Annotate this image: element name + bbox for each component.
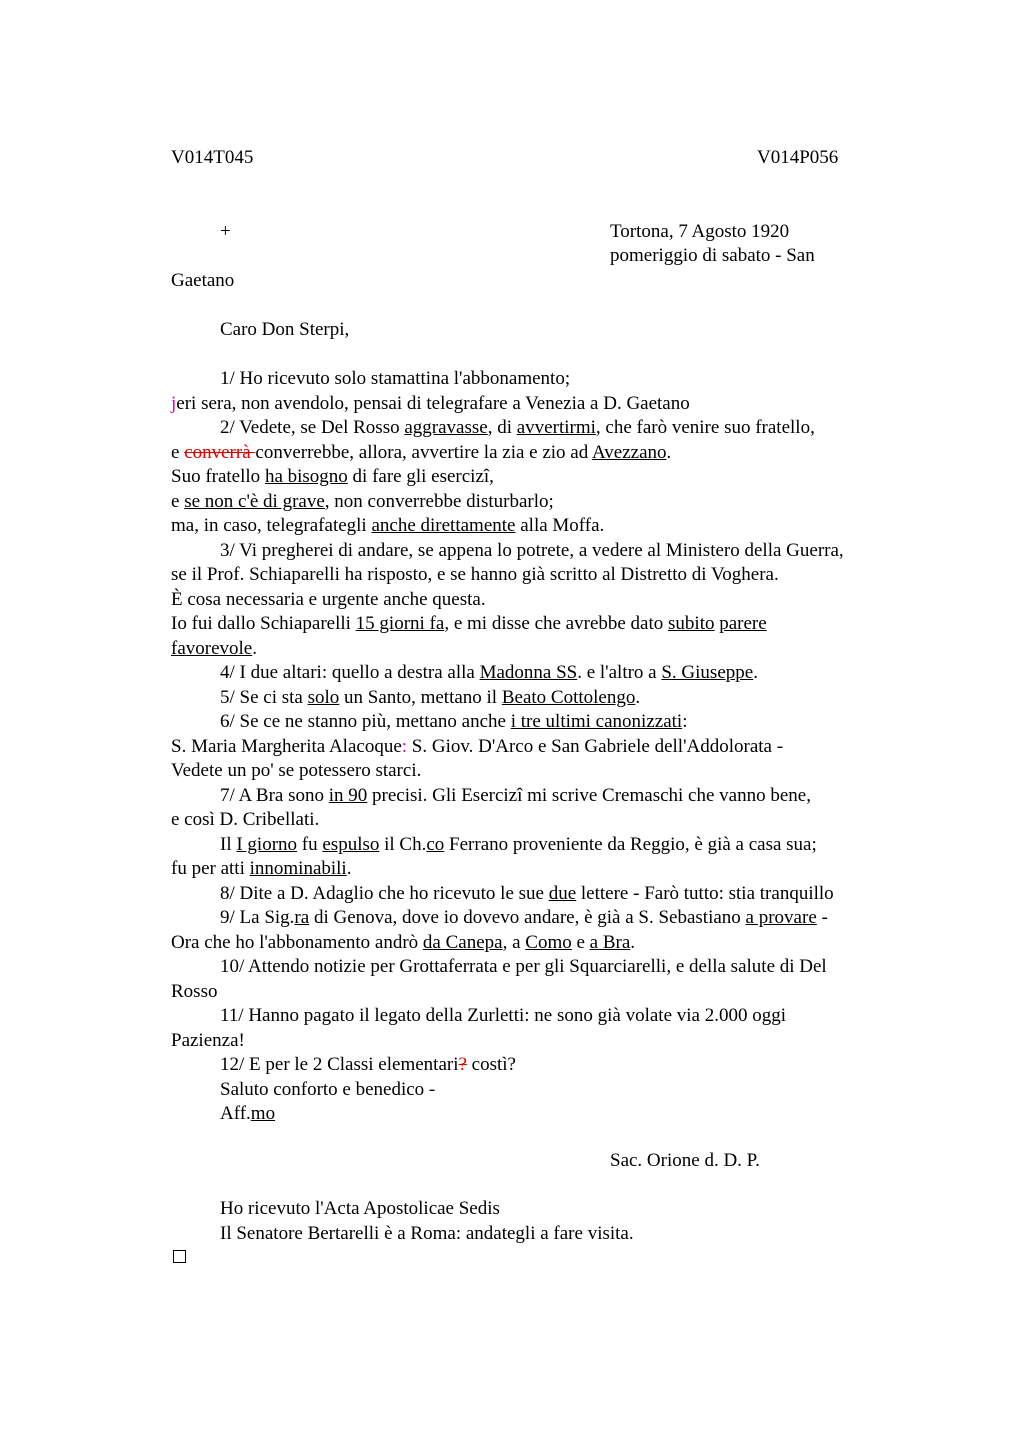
postscript-line: Ho ricevuto l'Acta Apostolicae Sedis	[220, 1198, 500, 1219]
underlined-text: i tre ultimi canonizzati	[510, 711, 683, 732]
text-run: 3/ Vi pregherei di andare, se appena lo potrete, a vedere al Ministero della Guerra,	[220, 539, 844, 561]
underlined-text: da Canepa	[422, 931, 503, 953]
body-line	[171, 808, 319, 832]
body-line	[171, 931, 635, 955]
place-date: Tortona, 7 Agosto 1920	[610, 221, 790, 242]
body-line	[220, 1053, 516, 1077]
underlined-text: a provare	[745, 907, 817, 928]
underlined-text: co	[426, 833, 445, 855]
body-line	[171, 514, 604, 538]
text-run: Ora che ho l'abbonamento andrò	[171, 931, 423, 953]
text-run: Suo fratello	[171, 466, 265, 487]
editorial-mark: j	[171, 392, 177, 414]
body-line	[220, 882, 834, 906]
body-line	[220, 686, 640, 710]
text-run: il Ch.	[379, 833, 427, 855]
text-run: Io fui dallo Schiaparelli	[171, 613, 356, 634]
struck-text: ?	[458, 1054, 467, 1075]
body-line	[220, 416, 815, 440]
body-line	[220, 1102, 275, 1126]
body-line	[220, 367, 570, 391]
text-run: fu	[297, 833, 323, 855]
body-line	[171, 441, 671, 465]
body-line	[220, 833, 817, 857]
body-line	[220, 710, 687, 734]
text-run: fu per atti	[171, 858, 250, 879]
body-line	[171, 392, 690, 416]
postscript-line: Il Senatore Bertarelli è a Roma: andategli a fare visita.	[220, 1223, 634, 1244]
text-run: di Genova, dove io dovevo andare, è già a S. Sebastiano	[309, 907, 746, 928]
body-line	[171, 465, 494, 489]
underlined-text: avvertirmi	[516, 417, 596, 438]
text-run: e	[571, 931, 590, 953]
body-line	[220, 784, 811, 808]
text-run: .	[753, 662, 758, 683]
text-run: 6/ Se ce ne stanno più, mettano anche	[220, 711, 511, 732]
text-run: , e mi disse che avrebbe dato	[444, 613, 669, 634]
text-run: ,	[489, 466, 494, 487]
text-run: un Santo, mettano il	[339, 686, 502, 708]
text-run: .	[666, 441, 672, 463]
underlined-text: due	[548, 882, 577, 904]
struck-text: converrà	[184, 441, 256, 463]
body-line	[171, 980, 217, 1004]
text-run: 5/ Se ci sta	[220, 686, 308, 708]
text-run: Aff.	[220, 1103, 251, 1124]
underlined-text: innominabili	[249, 858, 347, 879]
text-run: . e l'altro a	[577, 662, 662, 683]
underlined-text: anche direttamente	[371, 515, 516, 536]
cross-symbol: +	[220, 221, 231, 242]
body-line	[171, 857, 351, 881]
text-run: .	[635, 686, 641, 708]
text-run: 8/ Dite a D. Adaglio che ho ricevuto le sue	[220, 882, 549, 904]
text-run: .	[252, 637, 257, 659]
underlined-text: ra	[294, 907, 310, 928]
text-run: se il Prof. Schiaparelli ha risposto, e se hanno già scritto al Distretto di Voghera.	[171, 564, 779, 585]
underlined-text: favorevole	[171, 637, 253, 659]
text-run: Rosso	[171, 980, 218, 1002]
body-line	[220, 661, 758, 685]
salutation: Caro Don Sterpi,	[220, 319, 350, 340]
header-left-code: V014T045	[171, 147, 254, 168]
text-run: 12/ E per le 2 Classi elementari	[220, 1054, 459, 1075]
text-run: S. Giov. D'Arco e San Gabriele dell'Addolorata -	[407, 735, 784, 757]
underlined-text: solo	[307, 686, 340, 708]
text-run: precisi. Gli Esercizi	[367, 784, 523, 806]
text-run: costì?	[466, 1054, 516, 1075]
body-line	[220, 955, 827, 979]
text-run: È cosa necessaria e urgente anche questa.	[171, 588, 486, 610]
text-run: Il	[220, 833, 237, 855]
body-line	[220, 1078, 435, 1102]
underlined-text: Avezzano	[591, 441, 667, 463]
text-run: , che farò venire suo fratello,	[595, 417, 815, 438]
underlined-text: S. Giuseppe	[661, 662, 754, 683]
underlined-text: ha bisogno	[264, 466, 348, 487]
underlined-text: aggravasse	[404, 417, 488, 438]
text-run: Vedete un po' se potessero starci.	[171, 760, 422, 781]
underlined-text: Como	[525, 931, 572, 953]
text-run: di fare gli esercizi	[347, 466, 490, 487]
text-run: .	[630, 931, 636, 953]
text-run: Ferrano proveniente da Reggio, è già a casa sua;	[444, 833, 817, 855]
body-line	[171, 735, 783, 759]
text-run: 11/ Hanno pagato il legato della Zurletti: ne sono già volate via 2.000 oggi	[220, 1005, 786, 1026]
text-run: 2/ Vedete, se Del Rosso	[220, 417, 405, 438]
text-run: Saluto conforto e benedico -	[220, 1078, 436, 1100]
text-run: 7/ A Bra sono	[220, 784, 329, 806]
underlined-text: I giorno	[236, 833, 298, 855]
text-run: e	[171, 490, 185, 512]
header-right-code: V014P056	[757, 147, 839, 168]
text-run: ma, in caso, telegrafategli	[171, 515, 372, 536]
text-run: 10/ Attendo notizie per Grottaferrata e per gli Squarciarelli, e della salute di Del	[220, 956, 827, 977]
body-line	[171, 563, 779, 587]
text-run: S. Maria Margherita Alacoque	[171, 735, 402, 757]
underlined-text: Beato Cottolengo	[501, 686, 636, 708]
underlined-text: mo	[250, 1103, 276, 1124]
body-line	[220, 1004, 786, 1028]
body-line	[171, 588, 486, 612]
body-line	[171, 612, 767, 636]
body-line	[171, 1029, 245, 1053]
underlined-text: se non c'è di grave	[184, 490, 325, 512]
body-line	[171, 759, 421, 783]
text-run: -	[816, 907, 828, 928]
text-run: , non converrebbe disturbarlo;	[324, 490, 554, 512]
underlined-text: parere	[719, 613, 767, 634]
underlined-text: subito	[668, 613, 715, 634]
underlined-text: espulso	[322, 833, 380, 855]
text-run: Pazienza!	[171, 1029, 245, 1051]
editorial-mark: :	[401, 735, 408, 757]
text-run: converrebbe, allora, avvertire la zia e zio ad	[255, 441, 592, 463]
text-run: 9/ La Sig.	[220, 907, 295, 928]
text-run: lettere - Farò tutto: stia tranquillo	[576, 882, 834, 904]
underlined-text: in 90	[328, 784, 368, 806]
checkbox-square-icon	[173, 1250, 186, 1263]
text-run: eri sera, non avendolo, pensai di telegrafare a Venezia a D. Gaetano	[176, 392, 690, 414]
body-line	[171, 490, 554, 514]
body-line	[220, 906, 828, 930]
body-line	[220, 539, 844, 563]
text-run: e così D. Cribellati.	[171, 809, 320, 830]
underlined-text: 15 giorni fa	[355, 613, 445, 634]
text-run: :	[682, 711, 688, 732]
text-run: .	[346, 858, 352, 879]
text-run: e	[171, 441, 185, 463]
text-run: 4/ I due altari: quello a destra alla	[220, 662, 480, 683]
body-line	[171, 637, 257, 661]
text-run: , di	[487, 417, 517, 438]
text-run: 1/ Ho ricevuto solo stamattina l'abbonamento;	[220, 368, 571, 389]
text-run: alla Moffa.	[515, 515, 605, 536]
time-line-cont: Gaetano	[171, 270, 235, 291]
underlined-text: Madonna SS	[479, 662, 578, 683]
text-run: mi scrive Cremaschi che vanno bene,	[522, 784, 811, 806]
time-line: pomeriggio di sabato - San	[610, 245, 815, 266]
signature: Sac. Orione d. D. P.	[610, 1150, 760, 1171]
text-run: , a	[502, 931, 526, 953]
underlined-text: a Bra	[589, 931, 631, 953]
